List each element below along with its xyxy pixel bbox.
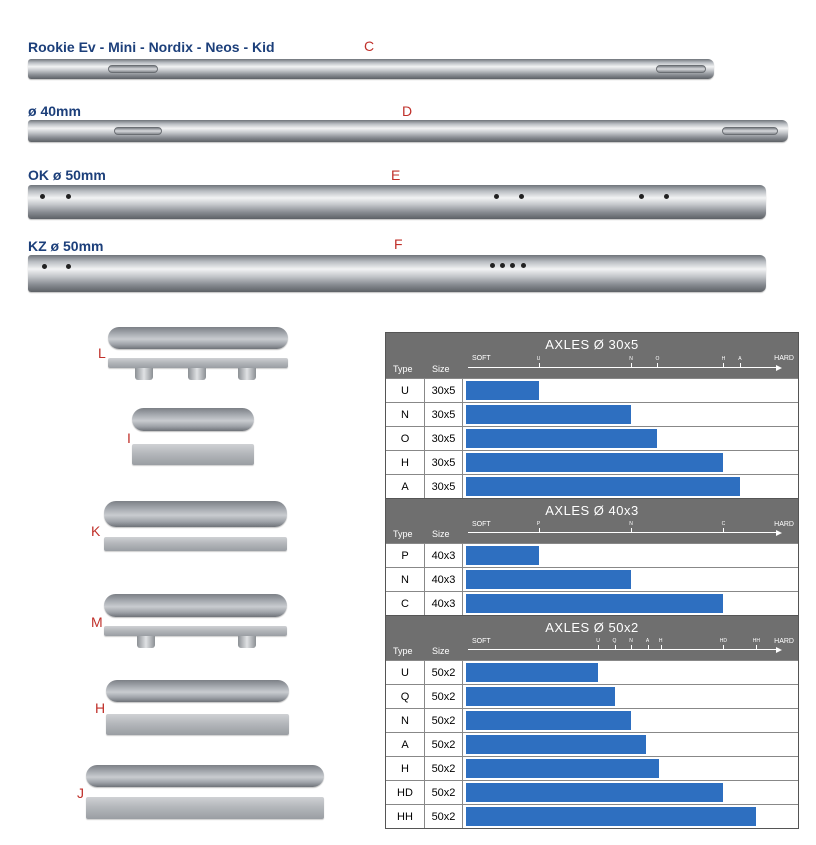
axle-f-hole (521, 263, 526, 268)
cell-size: 40x3 (425, 544, 463, 567)
hardness-bar (466, 546, 539, 565)
cell-size: 50x2 (425, 661, 463, 684)
cell-size: 40x3 (425, 568, 463, 591)
scale-tick-label: Q (612, 638, 617, 644)
key-h-letter: H (95, 700, 106, 716)
axle-c-rod (28, 59, 714, 79)
axle-e-rod (28, 185, 766, 219)
cell-size: 50x2 (425, 733, 463, 756)
table-row (386, 567, 798, 591)
axle-e-hole (664, 194, 669, 199)
axle-e-letter: E (391, 167, 401, 183)
table-row (386, 402, 798, 426)
section-title: AXLES Ø 50x2 (545, 620, 639, 635)
col-size-header: Size (432, 364, 450, 374)
table-row (386, 732, 798, 756)
hardness-bar (466, 453, 723, 472)
axle-e-hole (66, 194, 71, 199)
scale-tick (631, 645, 632, 650)
col-size-header: Size (432, 646, 450, 656)
scale-tick-label: HH (752, 638, 761, 644)
table-row (386, 543, 798, 567)
cell-type: O (386, 427, 425, 450)
hardness-bar (466, 663, 598, 682)
hardness-bar (466, 783, 723, 802)
section-title: AXLES Ø 40x3 (545, 503, 639, 518)
scale-tick-label: O (655, 356, 660, 362)
hardness-bar (466, 570, 631, 589)
table-row (386, 426, 798, 450)
key-m-letter: M (91, 614, 103, 630)
key-j-top (86, 765, 324, 787)
hardness-axis-line (468, 367, 778, 368)
cell-type: H (386, 757, 425, 780)
col-type-header: Type (393, 364, 413, 374)
cell-size: 30x5 (425, 475, 463, 498)
scale-tick-label: A (738, 356, 742, 362)
section-title: AXLES Ø 30x5 (545, 337, 639, 352)
scale-tick-label: A (645, 638, 650, 644)
cell-type: Q (386, 685, 425, 708)
hardness-bar (466, 759, 659, 778)
scale-tick (723, 528, 724, 533)
col-size-header: Size (432, 529, 450, 539)
scale-tick (723, 645, 724, 650)
scale-tick-label: H (721, 356, 726, 362)
key-l-peg (135, 368, 153, 380)
scale-tick-label: U (596, 638, 600, 644)
axle-c-letter: C (364, 38, 375, 54)
hardness-table (385, 332, 799, 829)
axle-d-slot-left (114, 127, 162, 135)
cell-size: 50x2 (425, 757, 463, 780)
cell-size: 30x5 (425, 403, 463, 426)
table-row (386, 780, 798, 804)
cell-size: 50x2 (425, 709, 463, 732)
section-header (386, 615, 798, 660)
hardness-bar (466, 711, 631, 730)
axle-f-hole (490, 263, 495, 268)
table-row (386, 450, 798, 474)
axle-d-rod (28, 120, 788, 142)
key-l-peg (238, 368, 256, 380)
soft-label: SOFT (472, 521, 491, 528)
hard-label: HARD (774, 521, 794, 528)
hardness-axis-arrow (776, 530, 782, 536)
table-row (386, 684, 798, 708)
section-header (386, 498, 798, 543)
col-type-header: Type (393, 646, 413, 656)
axle-c-slot-right (656, 65, 706, 73)
axle-e-hole (639, 194, 644, 199)
hardness-bar (466, 405, 631, 424)
table-row (386, 756, 798, 780)
hardness-bar (466, 477, 740, 496)
hardness-bar (466, 381, 539, 400)
scale-tick (657, 363, 658, 368)
scale-tick-label: P (536, 521, 541, 527)
hardness-axis-arrow (776, 365, 782, 371)
key-k-top (104, 501, 287, 527)
scale-tick-label: H (658, 638, 663, 644)
cell-type: C (386, 592, 425, 615)
hard-label: HARD (774, 638, 794, 645)
scale-tick (648, 645, 649, 650)
soft-label: SOFT (472, 638, 491, 645)
axle-e-hole (40, 194, 45, 199)
soft-label: SOFT (472, 355, 491, 362)
cell-type: HD (386, 781, 425, 804)
key-i-top (132, 408, 254, 431)
key-j-side (86, 797, 324, 819)
cell-size: 50x2 (425, 805, 463, 828)
scale-tick (598, 645, 599, 650)
key-k-letter: K (91, 523, 101, 539)
cell-type: P (386, 544, 425, 567)
cell-type: A (386, 733, 425, 756)
cell-type: HH (386, 805, 425, 828)
key-j-letter: J (77, 785, 84, 801)
col-type-header: Type (393, 529, 413, 539)
key-l-top (108, 327, 288, 349)
hardness-axis-line (468, 532, 778, 533)
axle-c-title: Rookie Ev - Mini - Nordix - Neos - Kid (28, 39, 275, 55)
scale-tick-label: U (536, 356, 541, 362)
scale-tick-label: N (629, 356, 633, 362)
table-row (386, 804, 798, 828)
hardness-bar (466, 735, 646, 754)
scale-tick (756, 645, 757, 650)
cell-type: N (386, 709, 425, 732)
scale-tick (539, 528, 540, 533)
hardness-axis-line (468, 649, 778, 650)
scale-tick-label: C (721, 521, 726, 527)
axle-f-rod (28, 255, 766, 292)
scale-tick (723, 363, 724, 368)
scale-tick-label: HD (719, 638, 728, 644)
cell-type: U (386, 661, 425, 684)
cell-size: 40x3 (425, 592, 463, 615)
key-i-side (132, 444, 254, 465)
key-l-letter: L (98, 345, 106, 361)
cell-type: A (386, 475, 425, 498)
axle-d-title: ø 40mm (28, 103, 81, 119)
scale-tick (661, 645, 662, 650)
scale-tick (740, 363, 741, 368)
key-l-peg (188, 368, 206, 380)
hardness-bar (466, 594, 723, 613)
hardness-bar (466, 429, 657, 448)
axle-d-slot-right (722, 127, 778, 135)
key-m-peg (137, 636, 155, 648)
key-m-side (104, 626, 287, 636)
axle-f-hole (66, 264, 71, 269)
scale-tick (615, 645, 616, 650)
axle-d-letter: D (402, 103, 413, 119)
cell-size: 50x2 (425, 781, 463, 804)
cell-size: 30x5 (425, 451, 463, 474)
key-h-top (106, 680, 289, 702)
cell-type: U (386, 379, 425, 402)
scale-tick (631, 528, 632, 533)
key-m-top (104, 594, 287, 617)
cell-type: N (386, 403, 425, 426)
cell-size: 50x2 (425, 685, 463, 708)
axle-f-hole (42, 264, 47, 269)
section-header (386, 333, 798, 378)
axle-e-hole (519, 194, 524, 199)
hardness-bar (466, 687, 615, 706)
hardness-axis-arrow (776, 647, 782, 653)
hardness-bar (466, 807, 756, 826)
cell-type: N (386, 568, 425, 591)
cell-size: 30x5 (425, 379, 463, 402)
axle-f-letter: F (394, 236, 403, 252)
hard-label: HARD (774, 355, 794, 362)
axle-e-hole (494, 194, 499, 199)
axle-f-title: KZ ø 50mm (28, 238, 104, 254)
table-row (386, 708, 798, 732)
cell-size: 30x5 (425, 427, 463, 450)
axle-f-hole (500, 263, 505, 268)
table-row (386, 474, 798, 498)
axle-c-slot-left (108, 65, 158, 73)
axle-f-hole (510, 263, 515, 268)
scale-tick-label: N (629, 638, 633, 644)
table-row (386, 378, 798, 402)
table-row (386, 591, 798, 615)
cell-type: H (386, 451, 425, 474)
axle-e-title: OK ø 50mm (28, 167, 106, 183)
key-l-side (108, 358, 288, 368)
key-i-letter: I (127, 430, 131, 446)
scale-tick (539, 363, 540, 368)
table-row (386, 660, 798, 684)
scale-tick-label: N (629, 521, 633, 527)
scale-tick (631, 363, 632, 368)
key-h-side (106, 714, 289, 735)
key-k-side (104, 537, 287, 551)
key-m-peg (238, 636, 256, 648)
